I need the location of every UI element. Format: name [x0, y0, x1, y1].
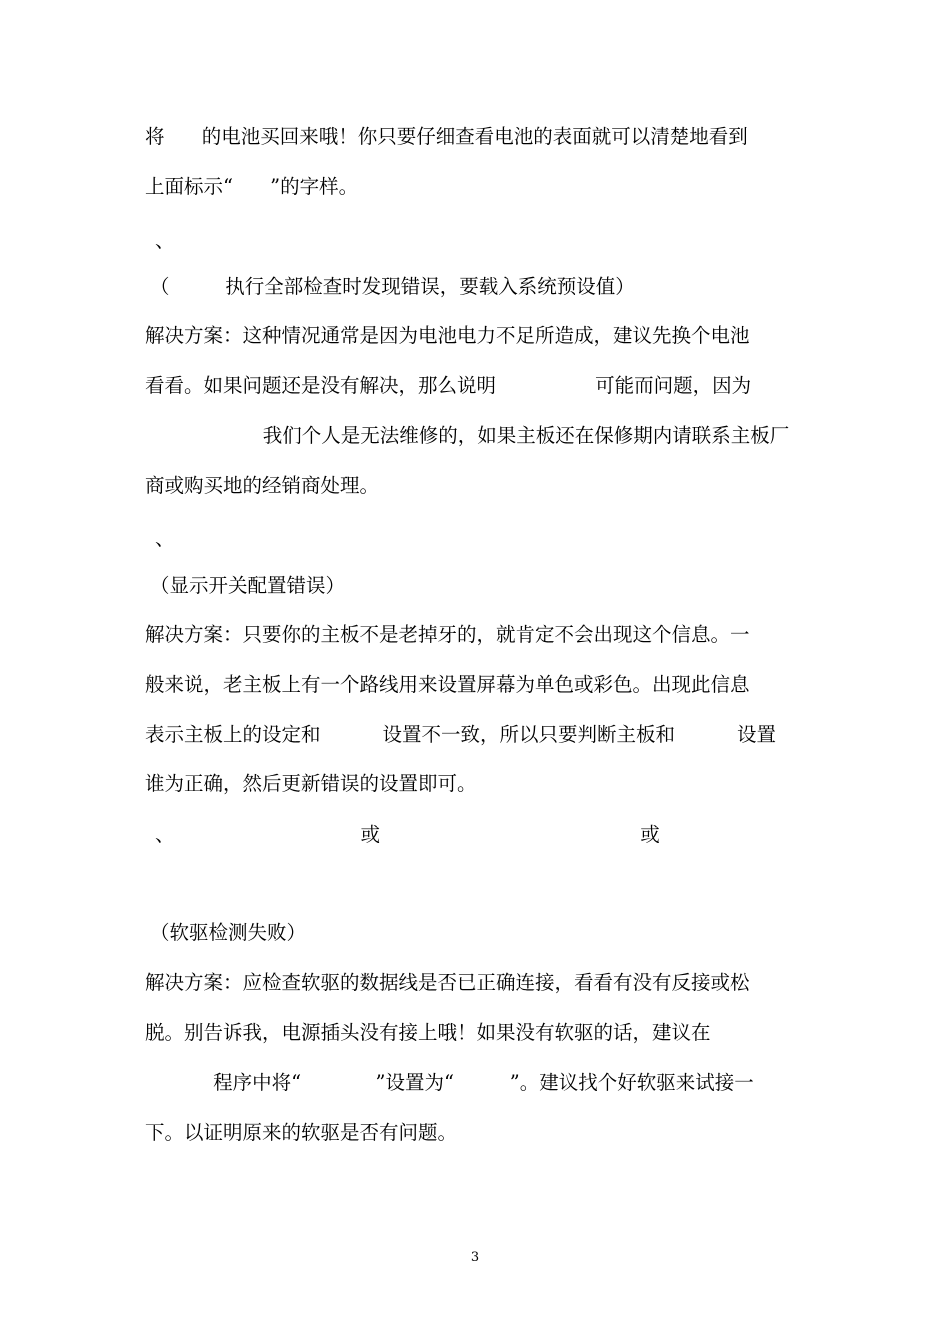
- text-line-5: 解决方案：这种情况通常是因为电池电力不足所造成，建议先换个电池: [145, 324, 750, 347]
- text-line-16: （软驱检测失败）: [150, 921, 307, 944]
- text-line-2: 上面标示“ ”的字样。: [145, 175, 359, 198]
- text-line-7: 我们个人是无法维修的，如果主板还在保修期内请联系主板厂: [145, 424, 790, 447]
- text-line-18: 脱。别告诉我，电源插头没有接上哦！如果没有软驱的话，建议在: [145, 1021, 711, 1044]
- text-line-13: 表示主板上的设定和 设置不一致，所以只要判断主板和 设置: [145, 723, 776, 746]
- text-line-15: 、 或 或: [155, 823, 660, 846]
- text-line-11: 解决方案：只要你的主板不是老掉牙的，就肯定不会出现这个信息。一: [145, 623, 750, 646]
- text-line-9: 、: [155, 527, 175, 550]
- text-line-19: 程序中将“ ”设置为“ ”。建议找个好软驱来试接一: [145, 1071, 754, 1094]
- page-number: 3: [470, 1250, 480, 1265]
- text-line-8: 商或购买地的经销商处理。: [145, 474, 380, 497]
- text-line-10: （显示开关配置错误）: [150, 574, 346, 597]
- text-line-3: 、: [155, 229, 175, 252]
- text-line-20: 下。以证明原来的软驱是否有问题。: [145, 1121, 458, 1144]
- text-line-1: 将 的电池买回来哦！你只要仔细查看电池的表面就可以清楚地看到: [145, 125, 748, 148]
- text-line-4: （ 执行全部检查时发现错误，要载入系统预设值）: [150, 275, 635, 298]
- text-line-14: 谁为正确，然后更新错误的设置即可。: [145, 772, 477, 795]
- text-line-17: 解决方案：应检查软驱的数据线是否已正确连接，看看有没有反接或松: [145, 971, 750, 994]
- text-line-12: 般来说，老主板上有一个路线用来设置屏幕为单色或彩色。出现此信息: [145, 673, 750, 696]
- text-line-6: 看看。如果问题还是没有解决，那么说明 可能而问题，因为: [145, 374, 752, 397]
